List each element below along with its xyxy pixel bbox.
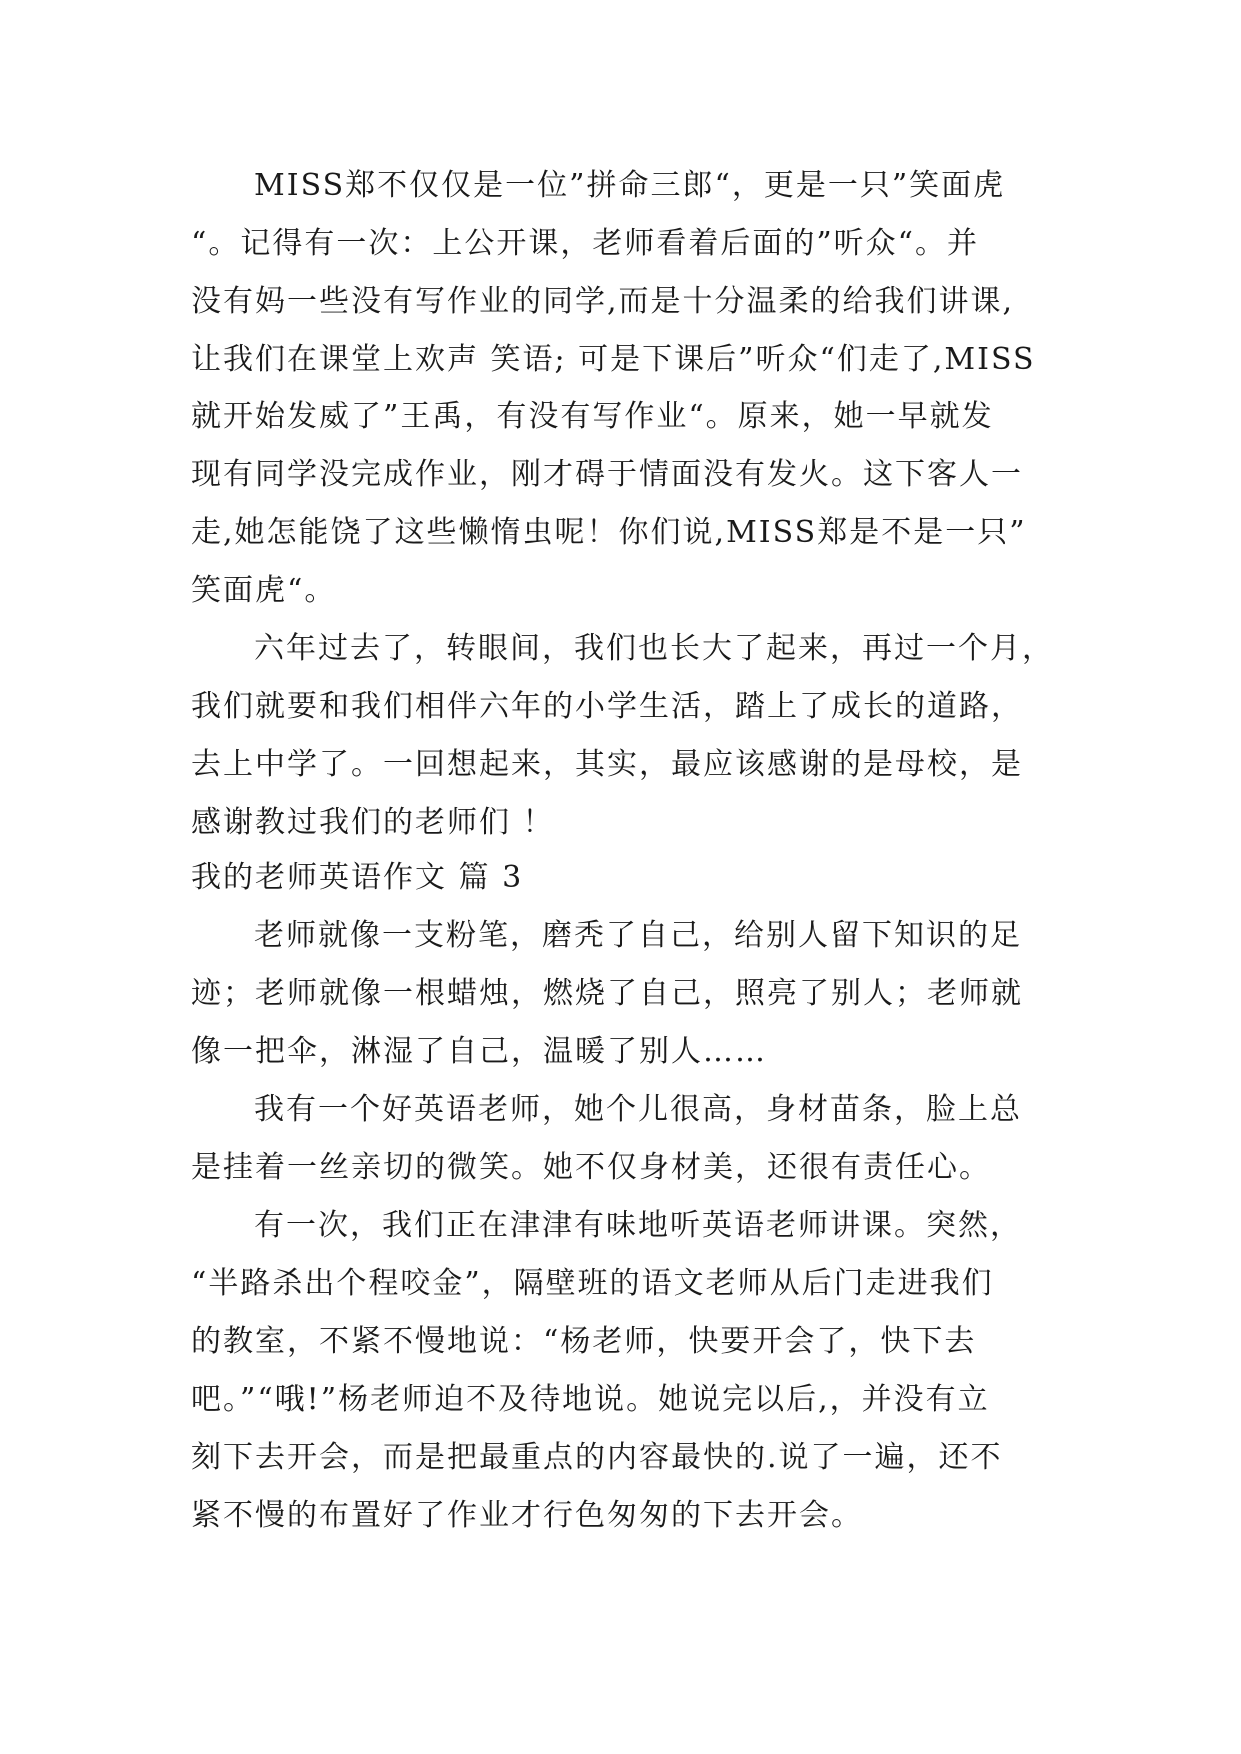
paragraph-line: 感谢教过我们的老师们 ！ [191,805,555,840]
paragraph-line: 让我们在课堂上欢声 笑语; 可是下课后”听众“们走了,MISS [191,342,1036,377]
section-heading: 我的老师英语作文 篇 3 [191,860,524,895]
paragraph-line: 像一把伞，淋湿了自己，温暖了别人…… [191,1034,767,1069]
paragraph-line: 迹；老师就像一根蜡烛，燃烧了自己，照亮了别人；老师就 [191,976,1023,1011]
paragraph-line: 我有一个好英语老师，她个儿很高，身材苗条，脸上总 [254,1092,1022,1127]
paragraph-line: “。记得有一次：上公开课，老师看着后面的”听众“。并 [191,226,980,261]
paragraph-line: 没有妈一些没有写作业的同学,而是十分温柔的给我们讲课, [191,284,1015,319]
paragraph-line: 刻下去开会，而是把最重点的内容最快的.说了一遍，还不 [191,1440,1003,1475]
paragraph-line: 吧。”“哦!”杨老师迫不及待地说。她说完以后,，并没有立 [191,1382,990,1417]
paragraph-line: 老师就像一支粉笔，磨秃了自己，给别人留下知识的足 [254,918,1022,953]
paragraph-line: 现有同学没完成作业，刚才碍于情面没有发火。这下客人一 [191,457,1023,492]
paragraph-line: 紧不慢的布置好了作业才行色匆匆的下去开会。 [191,1498,863,1533]
paragraph-line: “半路杀出个程咬金”，隔壁班的语文老师从后门走进我们 [191,1266,994,1301]
paragraph-line: 走,她怎能饶了这些懒惰虫呢！你们说,MISS郑是不是一只” [191,515,1027,550]
paragraph-line: 笑面虎“。 [191,573,337,608]
paragraph-line: 去上中学了。一回想起来，其实，最应该感谢的是母校，是 [191,747,1023,782]
paragraph-line: 有一次，我们正在津津有味地听英语老师讲课。突然， [254,1208,1022,1243]
paragraph-line: 就开始发威了”王禹，有没有写作业“。原来，她一早就发 [191,399,994,434]
paragraph-line: 的教室，不紧不慢地说：“杨老师，快要开会了，快下去 [191,1324,977,1359]
paragraph-line: 是挂着一丝亲切的微笑。她不仅身材美，还很有责任心。 [191,1150,991,1185]
paragraph-line: MISS郑不仅仅是一位”拼命三郎“，更是一只”笑面虎 [254,168,1006,203]
paragraph-line: 六年过去了，转眼间，我们也长大了起来，再过一个月， [254,631,1054,666]
paragraph-line: 我们就要和我们相伴六年的小学生活，踏上了成长的道路， [191,689,1023,724]
